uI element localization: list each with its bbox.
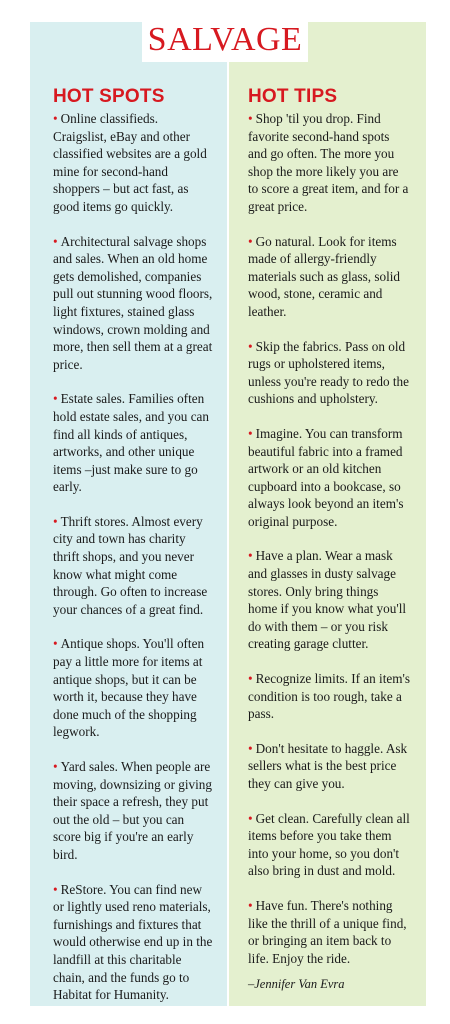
- list-item-text: Imagine. You can transform beautiful fabric into a framed artwork or an old kitchen cupboard into a bookcase, so always look beyond an item's original purpose.: [248, 425, 404, 529]
- list-item: [248, 547, 410, 653]
- page-title: SALVAGE: [147, 21, 303, 58]
- bullet-icon: •: [248, 740, 253, 756]
- list-item-text: Have fun. There's nothing like the thrill of a unique find, or bringing an item back to life. Enjoy the ride.: [248, 897, 407, 966]
- hot-tips-heading: HOT TIPS: [248, 86, 338, 107]
- list-item: [53, 881, 213, 1004]
- list-item: [248, 233, 410, 321]
- bullet-icon: •: [53, 759, 58, 774]
- list-item-text: Get clean. Carefully clean all items before you take them into your home, so you don't also bring in dust and mold.: [248, 810, 410, 879]
- list-item-text: Don't hesitate to haggle. Ask sellers what is the best price they can give you.: [248, 740, 408, 791]
- bullet-icon: •: [53, 881, 58, 897]
- list-item-text: Go natural. Look for items made of allergy-friendly materials such as glass, solid wood, stone, ceramic and leather.: [248, 233, 400, 319]
- bullet-icon: •: [53, 636, 58, 652]
- bullet-icon: •: [248, 111, 253, 126]
- bullet-icon: •: [248, 671, 253, 687]
- list-item-text: Skip the fabrics. Pass on old rugs or upholstered items, unless you're ready to redo the cushions and upholstery.: [248, 338, 409, 407]
- list-item-text: Thrift stores. Almost every city and town has charity thrift shops, and you never know what might come through. Go often to increase your chances of a great find.: [53, 513, 208, 617]
- list-item: [53, 758, 213, 864]
- list-item-text: Recognize limits. If an item's condition is too rough, take a pass.: [248, 671, 410, 722]
- list-item: [248, 740, 410, 793]
- bullet-icon: •: [248, 810, 253, 826]
- sidebar-panel: [30, 18, 426, 1006]
- list-item-text: Shop 'til you drop. Find favorite second-hand spots and go often. The more you shop the more likely you are to score a great item, and for a great price.: [248, 111, 409, 214]
- list-item-text: Have a plan. Wear a mask and glasses in dusty salvage stores. Only bring things home if you know what you'll do with them – or you risk creating garage clutter.: [248, 548, 407, 652]
- list-item-text: ReStore. You can find new or lightly used reno materials, furnishings and fixtures that would otherwise end up in the landfill at this charitable chain, and the funds go to Habitat for Humanity.: [53, 881, 213, 1003]
- list-item: [53, 390, 213, 496]
- list-item-text: Architectural salvage shops and sales. When an old home gets demolished, companies pull out stunning wood floors, light fixtures, stained glass windows, crown molding and more, then sell them at a great price.: [53, 233, 213, 372]
- bullet-icon: •: [53, 513, 58, 529]
- bullet-icon: •: [248, 425, 253, 441]
- list-item-text: Estate sales. Families often hold estate sales, and you can find all kinds of antiques, artworks, and other unique items –just make sure to go early.: [53, 391, 210, 495]
- bullet-icon: •: [248, 548, 253, 564]
- hot-spots-heading: HOT SPOTS: [53, 86, 165, 107]
- list-item: [53, 635, 213, 741]
- title-box: [142, 18, 308, 62]
- bullet-icon: •: [53, 233, 58, 249]
- list-item-text: Antique shops. You'll often pay a little more for items at antique shops, but it can be worth it, because they have done much of the shopping legwork.: [53, 636, 205, 740]
- list-item: [248, 110, 410, 216]
- hot-spots-list: [53, 110, 213, 1021]
- bullet-icon: •: [248, 233, 253, 249]
- list-item: [248, 670, 410, 723]
- list-item-text: Online classifieds. Craigslist, eBay and other classified websites are a gold mine for second-hand shoppers – but act fast, as good items go quickly.: [53, 111, 207, 214]
- list-item: [248, 897, 410, 967]
- list-item: [53, 233, 213, 374]
- list-item: [53, 110, 213, 216]
- list-item-text: Yard sales. When people are moving, downsizing or giving their space a refresh, they put out the old – but you can score big if you're an early bird.: [53, 759, 212, 862]
- hot-tips-list: [248, 110, 410, 994]
- list-item: [53, 513, 213, 619]
- bullet-icon: •: [53, 391, 58, 407]
- list-item: [248, 338, 410, 408]
- bullet-icon: •: [53, 111, 58, 126]
- list-item: [248, 810, 410, 880]
- list-item: [248, 425, 410, 531]
- bullet-icon: •: [248, 897, 253, 913]
- author-byline: –Jennifer Van Evra: [248, 977, 345, 992]
- bullet-icon: •: [248, 338, 253, 354]
